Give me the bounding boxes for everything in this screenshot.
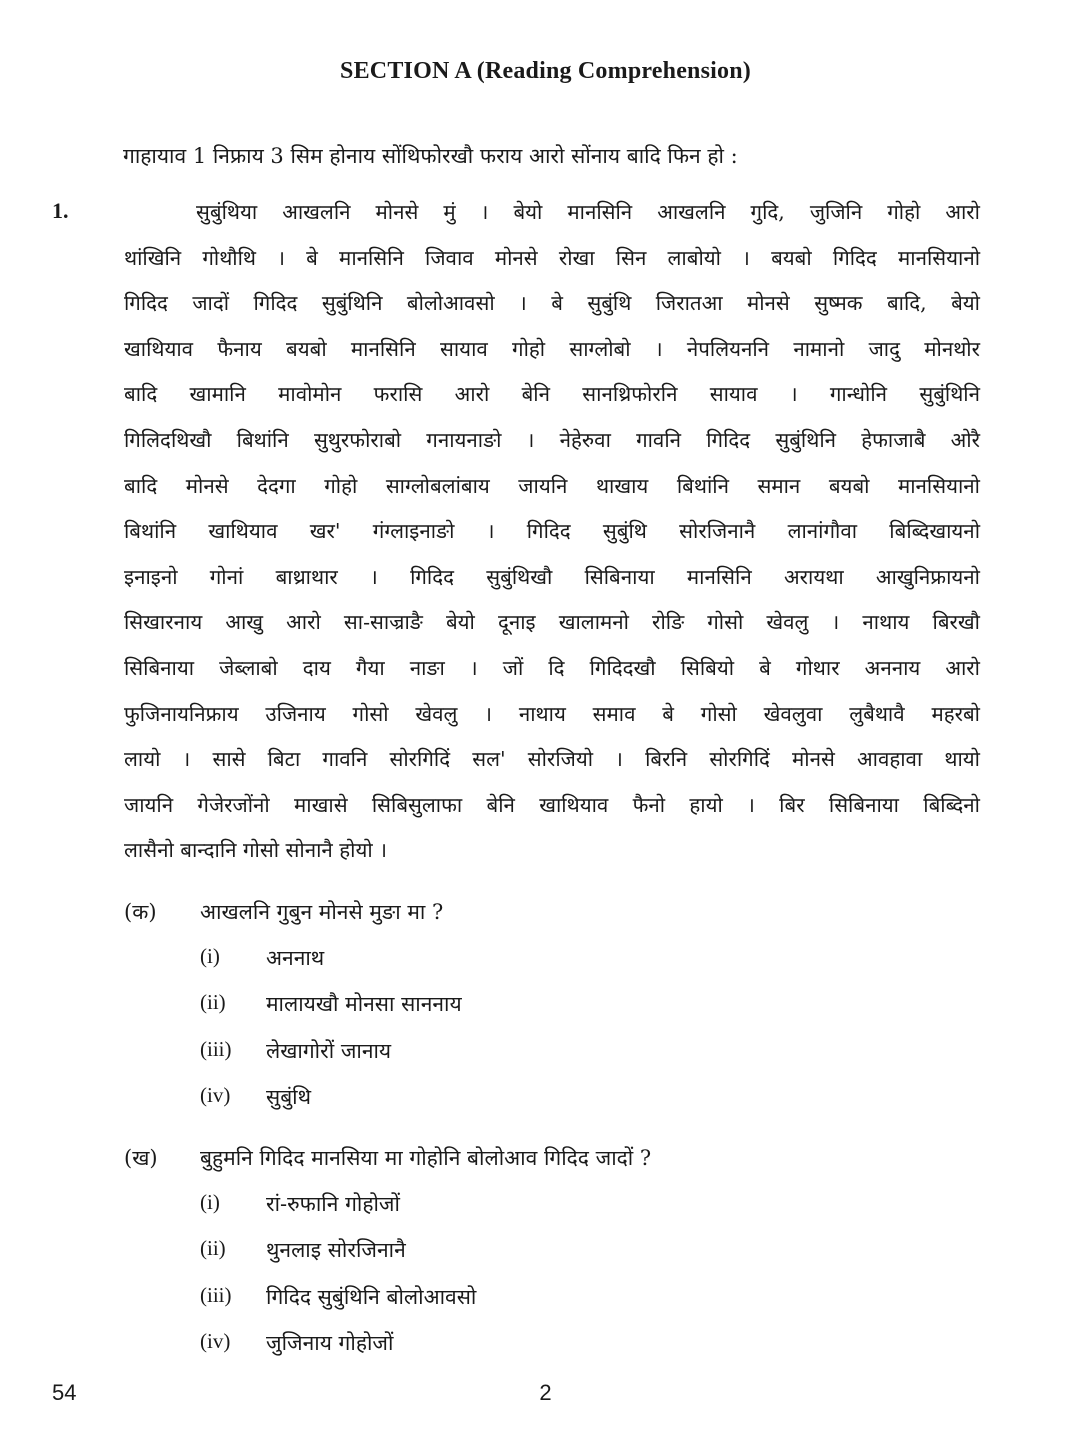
passage-line: थांखिनि गोथौथि । बे मानसिनि जिवाव मोनसे रोखा सिन लाबोयो । बयबो गिदिद मानसियानो	[124, 245, 980, 270]
subquestion-label: (क)	[124, 900, 157, 924]
option-text: जुजिनाय गोहोजों	[266, 1330, 394, 1355]
option-number: (i)	[200, 1190, 220, 1214]
passage-line: सुबुंथिया आखलनि मोनसे मुं । बेयो मानसिनि आखलनि गुदि, जुजिनि गोहो आरो	[196, 200, 980, 224]
option-text: गिदिद सुबुंथिनि बोलोआवसो	[266, 1284, 477, 1309]
option-number: (iv)	[200, 1328, 231, 1353]
subquestion-label: (ख)	[124, 1146, 158, 1170]
option-number: (ii)	[200, 1236, 226, 1261]
subquestion-text: बुहुमनि गिदिद मानसिया मा गोहोनि बोलोआव गिदिद जादों ?	[200, 1146, 652, 1170]
passage-line: लासैनो बान्दानि गोसो सोनानै होयो ।	[124, 838, 387, 863]
option-text: मालायखौ मोनसा साननाय	[266, 992, 462, 1017]
passage-line: फुजिनायनिफ्राय उजिनाय गोसो खेवलु । नाथाय समाव बे गोसो खेवलुवा लुबैथावै महरबो	[124, 701, 980, 726]
passage-line: गिदिद जादों गिदिद सुबुंथिनि बोलोआवसो । बे सुबुंथि जिरातआ मोनसे सुष्मक बादि, बेयो	[124, 291, 980, 316]
option-text: रां-रुफानि गोहोजों	[266, 1192, 400, 1216]
option-number: (ii)	[200, 990, 226, 1015]
passage-line: गिलिदथिखौ बिथांनि सुथुरफोराबो गनायनाङो । नेहेरुवा गावनि गिदिद सुबुंथिनि हेफाजाबै ओरै	[124, 427, 980, 452]
passage-line: सिखारनाय आखु आरो सा-साज्राङै बेयो दूनाइ खालामनो रोङि गोसो खेवलु । नाथाय बिरखौ	[124, 610, 980, 635]
option-text: अननाथ	[266, 946, 325, 970]
passage-line: बादि खामानि मावोमोन फरासि आरो बेनि सानथ्रिफोरनि सायाव । गान्धोनि सुबुंथिनि	[124, 382, 980, 407]
passage-line: बादि मोनसे देदगा गोहो साग्लोबलांबाय जायनि थाखाय बिथांनि समान बयबो मानसियानो	[124, 473, 980, 498]
passage-line: बिथांनि खाथियाव खर' गंग्लाइनाङो । गिदिद सुबुंथि सोरजिनानै लानांगौवा बिब्दिखायनो	[124, 519, 980, 544]
passage-line: खाथियाव फैनाय बयबो मानसिनि सायाव गोहो साग्लोबो । नेपलियननि नामानो जादु मोनथोर	[124, 336, 980, 361]
option-number: (iii)	[200, 1282, 232, 1307]
paper-code: 54	[52, 1380, 77, 1405]
instruction-text: गाहायाव 1 निफ्राय 3 सिम होनाय सोंथिफोरखौ फराय आरो सोंनाय बादि फिन हो :	[123, 144, 738, 168]
section-title: SECTION A (Reading Comprehension)	[340, 58, 751, 84]
option-number: (i)	[200, 944, 220, 968]
passage-line: लायो । सासे बिटा गावनि सोरगिदिं सल' सोरजियो । बिरनि सोरगिदिं मोनसे आवहावा थायो	[124, 747, 980, 772]
option-number: (iii)	[200, 1036, 232, 1061]
passage-line: जायनि गेजेरजोंनो माखासे सिबिसुलाफा बेनि खाथियाव फैनो हायो । बिर सिबिनाया बिब्दिनो	[124, 792, 980, 817]
option-text: थुनलाइ सोरजिनानै	[266, 1238, 406, 1263]
option-text: सुबुंथि	[266, 1084, 312, 1109]
page-number: 2	[539, 1380, 552, 1405]
passage-line: इनाइनो गोनां बाथ्राथार । गिदिद सुबुंथिखौ सिबिनाया मानसिनि अरायथा आखुनिफ्रायनो	[124, 564, 980, 589]
question-number: 1.	[52, 198, 69, 223]
option-text: लेखागोरों जानाय	[266, 1038, 392, 1063]
subquestion-text: आखलनि गुबुन मोनसे मुङा मा ?	[200, 900, 444, 924]
reading-passage	[124, 194, 980, 878]
option-number: (iv)	[200, 1082, 231, 1107]
passage-line: सिबिनाया जेब्लाबो दाय गैया नाङा । जों दि गिदिदखौ सिबियो बे गोथार अननाय आरो	[124, 655, 980, 680]
